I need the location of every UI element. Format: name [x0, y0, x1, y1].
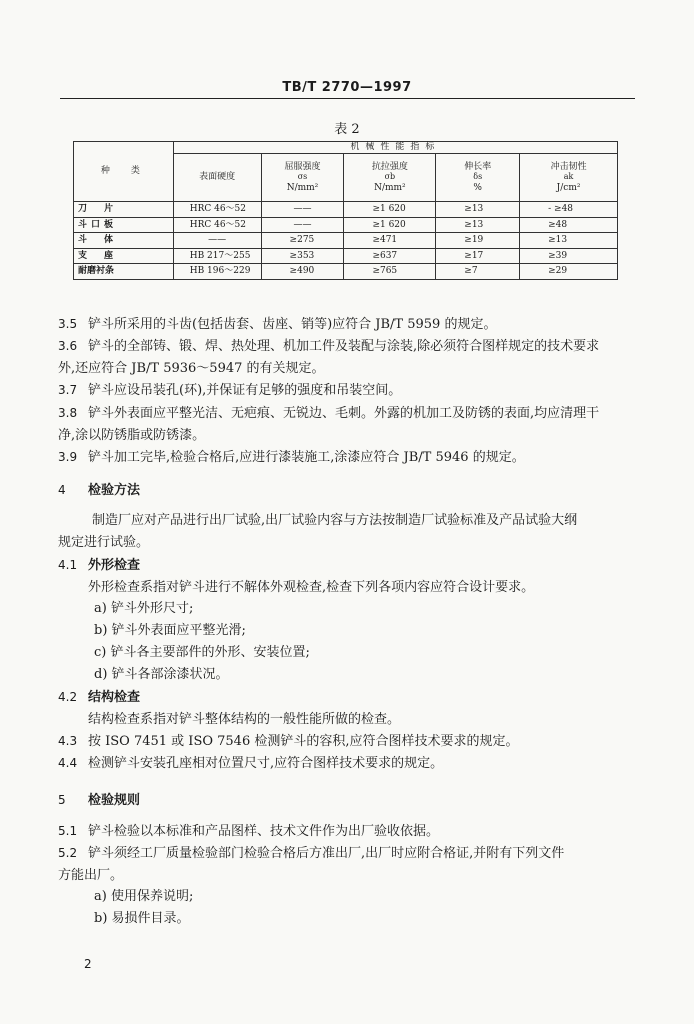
clause-4-3: 4.3 按 ISO 7451 或 ISO 7546 检测铲斗的容积,应符合图样技术要求的规定。: [58, 734, 519, 749]
list-item: a) 铲斗外形尺寸;: [94, 601, 194, 616]
col-header-yield: 屈服强度 σs N/mm²: [261, 154, 344, 202]
section-4-heading: 4 检验方法: [58, 483, 141, 498]
table-row: 刀 片 HRC 46～52 —— ≥1 620 ≥13 - ≥48: [74, 202, 618, 218]
table-row: 斗口板 HRC 46～52 —— ≥1 620 ≥13 ≥48: [74, 217, 618, 233]
clause-5-1: 5.1 铲斗检验以本标准和产品图样、技术文件作为出厂验收依据。: [58, 824, 440, 839]
clause-3-8: 3.8 铲斗外表面应平整光洁、无疤痕、无锐边、毛刺。外露的机加工及防锈的表面,均应清理干 净,涂以防锈脂或防锈漆。: [58, 406, 600, 443]
clause-3-9: 3.9 铲斗加工完毕,检验合格后,应进行漆装施工,涂漆应符合 JB/T 5946 的规定。: [58, 450, 525, 465]
mechanical-properties-table: [73, 141, 618, 280]
col-header-kind: 种 类: [74, 142, 174, 202]
table-row: 支 座 HB 217～255 ≥353 ≥637 ≥17 ≥39: [74, 248, 618, 264]
table-row: 斗 体 —— ≥275 ≥471 ≥19 ≥13: [74, 233, 618, 249]
list-item: b) 易损件目录。: [94, 911, 190, 926]
clause-4-2: 4.2 结构检查 结构检查系指对铲斗整体结构的一般性能所做的检查。: [58, 690, 401, 727]
clause-5-2: 5.2 铲斗须经工厂质量检验部门检验合格后方准出厂,出厂时应附合格证,并附有下列文件 方能出厂。: [58, 846, 565, 883]
clause-4-4: 4.4 检测铲斗安装孔座相对位置尺寸,应符合图样技术要求的规定。: [58, 756, 444, 771]
list-item: b) 铲斗外表面应平整光滑;: [94, 623, 246, 638]
col-header-elongation: 伸长率 δs %: [436, 154, 520, 202]
section-4-intro: 制造厂应对产品进行出厂试验,出厂试验内容与方法按制造厂试验标准及产品试验大纲 规定进行试验。: [58, 513, 578, 550]
col-header-impact: 冲击韧性 ak J/cm²: [520, 154, 618, 202]
list-item: a) 使用保养说明;: [94, 889, 194, 904]
clause-3-6: 3.6 铲斗的全部铸、锻、焊、热处理、机加工件及装配与涂装,除必须符合图样规定的技术要求 外,还应符合 JB/T 5936～5947 的有关规定。: [58, 339, 600, 376]
clause-5-2-list: [58, 886, 638, 930]
section-5-heading: 5 检验规则: [58, 793, 141, 808]
clause-4-1-list: [58, 598, 638, 686]
table-caption: 表 2: [334, 122, 360, 137]
page-number: 2: [84, 957, 92, 971]
col-header-tensile: 抗拉强度 σb N/mm²: [344, 154, 436, 202]
table-row: 耐磨衬条 HB 196～229 ≥490 ≥765 ≥7 ≥29: [74, 264, 618, 280]
clause-3-5: 3.5 铲斗所采用的斗齿(包括齿套、齿座、销等)应符合 JB/T 5959 的规定。: [58, 317, 497, 332]
clause-3-7: 3.7 铲斗应设吊装孔(环),并保证有足够的强度和吊装空间。: [58, 383, 402, 398]
list-item: c) 铲斗各主要部件的外形、安装位置;: [94, 645, 310, 660]
col-header-hardness: 表面硬度: [173, 154, 261, 202]
group-header: 机械性能指标: [173, 142, 617, 154]
clause-4-1: 4.1 外形检查 外形检查系指对铲斗进行不解体外观检查,检查下列各项内容应符合设计要求。: [58, 558, 535, 595]
list-item: d) 铲斗各部涂漆状况。: [94, 667, 229, 682]
document-header: TB/T 2770—1997: [282, 80, 412, 95]
header-rule: [60, 98, 635, 99]
